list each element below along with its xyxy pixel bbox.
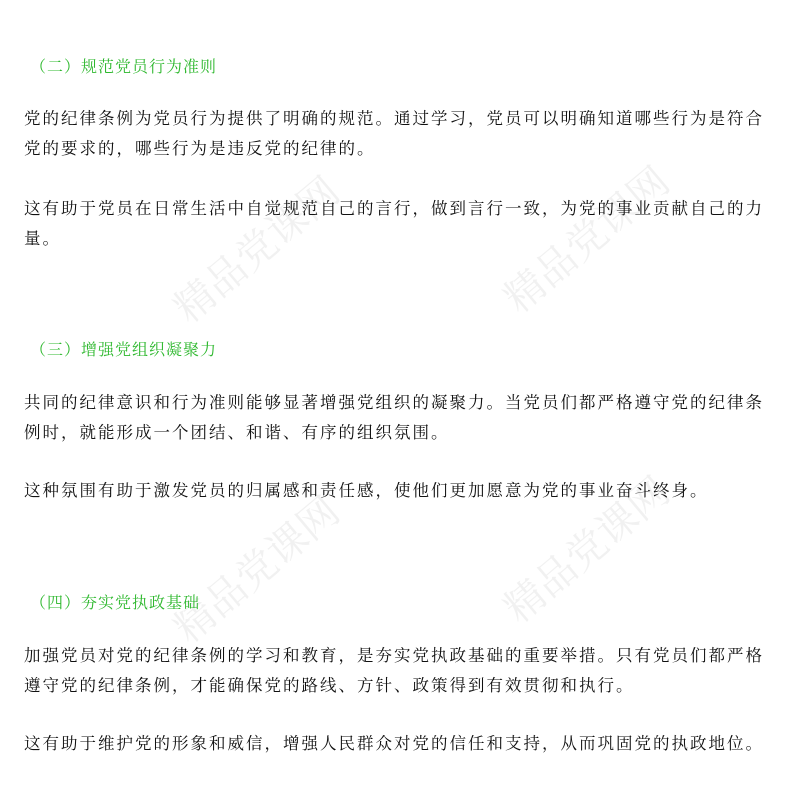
section-paragraph: 加强党员对党的纪律条例的学习和教育，是夯实党执政基础的重要举措。只有党员们都严格遵守党的纪律条例，才能确保党的路线、方针、政策得到有效贯彻和执行。 — [24, 646, 764, 695]
section-heading: （三）增强党组织凝聚力 — [30, 340, 218, 359]
watermark-text: 精品党课网 — [495, 158, 679, 323]
section-paragraph: 共同的纪律意识和行为准则能够显著增强党组织的凝聚力。当党员们都严格遵守党的纪律条例时，就能形成一个团结、和谐、有序的组织氛围。 — [24, 393, 764, 442]
section-paragraph: 党的纪律条例为党员行为提供了明确的规范。通过学习，党员可以明确知道哪些行为是符合党的要求的，哪些行为是违反党的纪律的。 — [24, 109, 764, 158]
section-heading: （二）规范党员行为准则 — [30, 57, 218, 76]
section-paragraph: 这种氛围有助于激发党员的归属感和责任感，使他们更加愿意为党的事业奋斗终身。 — [24, 481, 709, 500]
section-heading: （四）夯实党执政基础 — [30, 593, 201, 612]
watermark-text: 精品党课网 — [165, 488, 349, 653]
section-paragraph: 这有助于维护党的形象和威信，增强人民群众对党的信任和支持，从而巩固党的执政地位。 — [24, 734, 764, 753]
watermark-text: 精品党课网 — [495, 468, 679, 633]
section-paragraph: 这有助于党员在日常生活中自觉规范自己的言行，做到言行一致，为党的事业贡献自己的力量。 — [24, 199, 764, 248]
watermark-text: 精品党课网 — [165, 168, 349, 333]
